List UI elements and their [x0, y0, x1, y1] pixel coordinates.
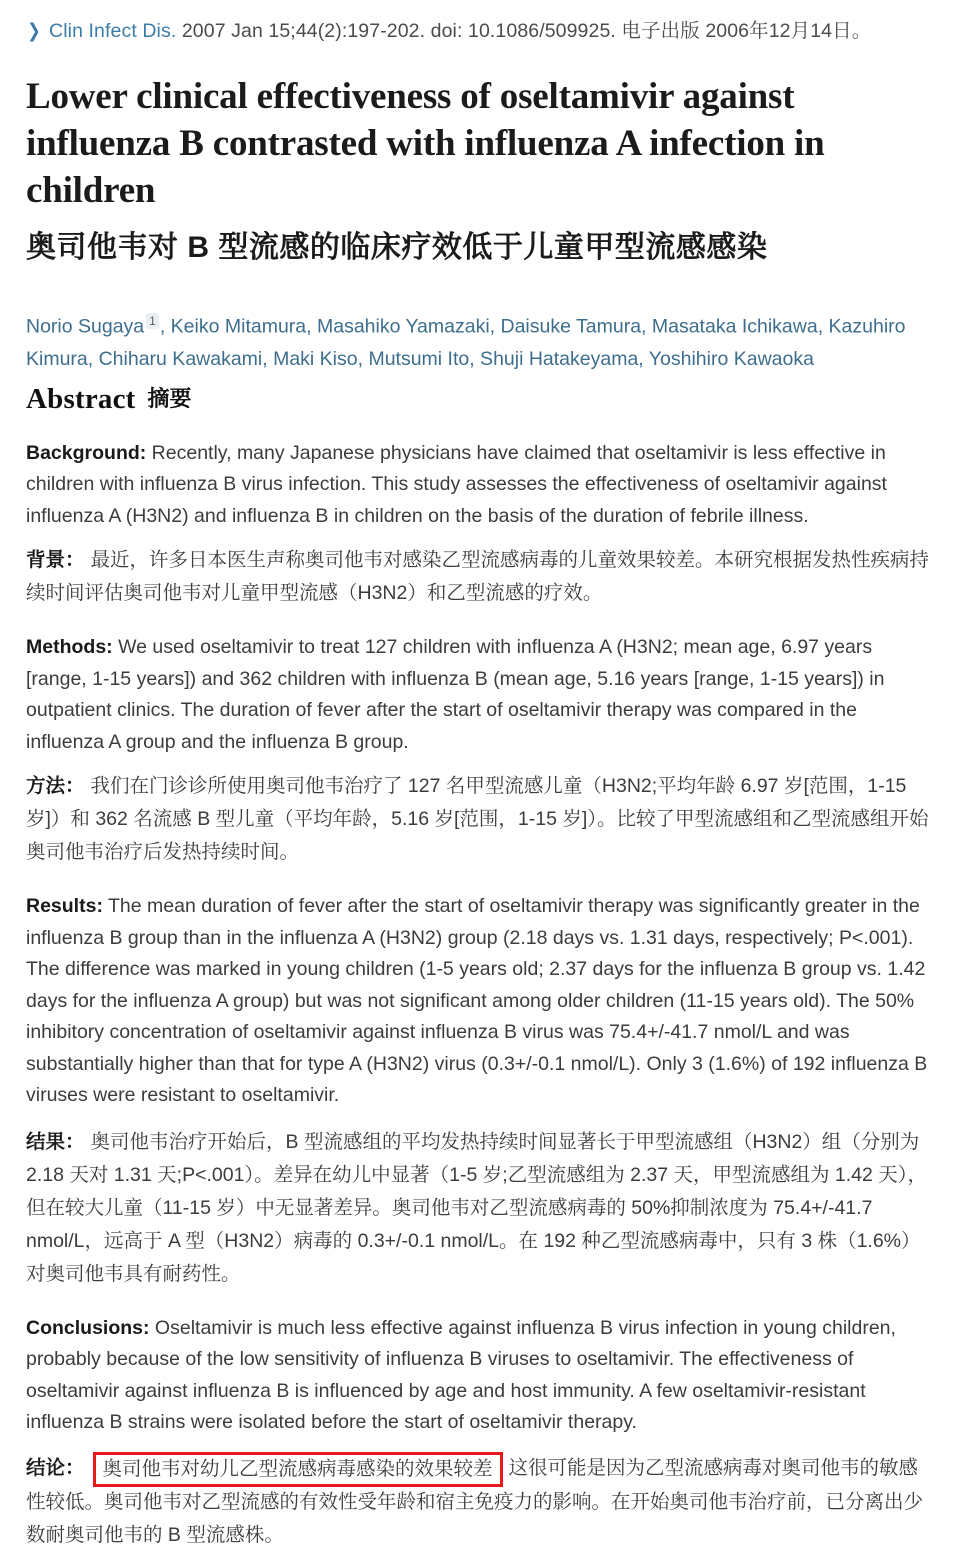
- methods-text-chinese: 我们在门诊诊所使用奥司他韦治疗了 127 名甲型流感儿童（H3N2;平均年龄 6.97 岁[范围，1-15 岁]）和 362 名流感 B 型儿童（平均年龄，5.16 岁[范围，1-15 岁]）。比较了甲型流感组和乙型流感组开始奥司他韦治疗后发热持续时间。: [26, 775, 929, 863]
- background-paragraph-chinese: [26, 544, 934, 610]
- section-background: [26, 438, 934, 611]
- author-list: [26, 305, 934, 375]
- author-first[interactable]: Norio Sugaya: [26, 315, 145, 338]
- background-text-chinese: 最近，许多日本医生声称奥司他韦对感染乙型流感病毒的儿童效果较差。本研究根据发热性疾病持续时间评估奥司他韦对儿童甲型流感（H3N2）和乙型流感的疗效。: [26, 549, 930, 604]
- journal-link[interactable]: Clin Infect Dis.: [49, 20, 177, 42]
- page-title-chinese: 奥司他韦对 B 型流感的临床疗效低于儿童甲型流感感染: [26, 231, 768, 264]
- abstract-heading-chinese: 摘要: [147, 385, 192, 411]
- conclusions-text-chinese: 这很可能是因为乙型流感病毒对奥司他韦的敏感性较低。奥司他韦对乙型流感的有效性受年龄和宿主免疫力的影响。在开始奥司他韦治疗前，已分离出少数耐奥司他韦的 B 型流感株。: [26, 1456, 924, 1546]
- background-text-english: Recently, many Japanese physicians have claimed that oseltamivir is less effective in children with influenza B virus infection. This study assesses the effectiveness of oseltamivir against influenza A (H3N2) and influenza B in children on the basis of the duration of febrile illness.: [26, 441, 887, 527]
- background-paragraph-english: [26, 438, 934, 533]
- conclusions-text-english: Oseltamivir is much less effective against influenza B virus infection in young children, probably because of the low sensitivity of influenza B viruses to oseltamivir. The effectiveness of oseltamivir against influenza B is influenced by age and host immunity. A few oseltamivir-resistant influenza B strains were isolated before the start of oseltamivir therapy.: [26, 1316, 896, 1433]
- methods-paragraph-english: [26, 632, 934, 758]
- affiliation-marker[interactable]: 1: [146, 313, 159, 329]
- results-paragraph-english: [26, 891, 934, 1112]
- conclusions-paragraph-chinese: [26, 1451, 934, 1552]
- page-title-english: Lower clinical effectiveness of oseltamivir against influenza B contrasted with influenza A infection in children: [26, 76, 825, 211]
- conclusions-label-chinese: 结论：: [26, 1456, 85, 1479]
- results-text-english: The mean duration of fever after the start of oseltamivir therapy was significantly greater in the influenza B group than in the influenza A (H3N2) group (2.18 days vs. 1.31 days, respectively; P<.001). The difference was marked in young children (1-5 years old; 2.37 days for the influenza B group vs. 1.42 days for the influenza A group) but was not significant among older children (11-15 years old). The 50% inhibitory concentration of oseltamivir against influenza B virus was 75.4+/-41.7 nmol/L and was substantially higher than that for type A (H3N2) virus (0.3+/-0.1 nmol/L). Only 3 (1.6%) of 192 influenza B viruses were resistant to oseltamivir.: [26, 895, 928, 1106]
- methods-label-chinese: 方法：: [26, 775, 85, 797]
- citation-details: 2007 Jan 15;44(2):197-202. doi: 10.1086/509925. 电子出版 2006年12月14日。: [176, 20, 872, 42]
- abstract-heading-english: Abstract: [26, 382, 136, 415]
- results-text-chinese: 奥司他韦治疗开始后，B 型流感组的平均发热持续时间显著长于甲型流感组（H3N2）组（分别为 2.18 天对 1.31 天;P<.001）。差异在幼儿中显著（1-5 岁;乙型流感组为 2.37 天，甲型流感组为 1.42 天），但在较大儿童（11-15 岁）中无显著差异。奥司他韦对乙型流感病毒的 50%抑制浓度为 75.4+/-41.7 nmol/L，远高于 A 型（H3N2）病毒的 0.3+/-0.1 nmol/L。在 192 种乙型流感病毒中，只有 3 株（1.6%）对奥司他韦具有耐药性。: [26, 1130, 928, 1285]
- citation-line: [26, 8, 934, 51]
- results-label-english: Results:: [26, 895, 103, 917]
- section-results: [26, 891, 934, 1291]
- conclusions-label-english: Conclusions:: [26, 1316, 150, 1339]
- results-paragraph-chinese: [26, 1126, 934, 1291]
- section-conclusions: [26, 1313, 934, 1552]
- methods-text-english: We used oseltamivir to treat 127 children with influenza A (H3N2; mean age, 6.97 years [range, 1-15 years]) and 362 children with influenza B (mean age, 5.16 years [range, 1-15 years]) in outpatient clinics. The duration of fever after the start of oseltamivir therapy was compared in the influenza A group and the influenza B group.: [26, 636, 885, 753]
- highlighted-conclusion-box: 奥司他韦对幼儿乙型流感病毒感染的效果较差: [93, 1452, 503, 1487]
- results-label-chinese: 结果：: [26, 1130, 85, 1153]
- conclusions-paragraph-english: [26, 1313, 934, 1439]
- background-label-english: Background:: [26, 441, 147, 464]
- methods-label-english: Methods:: [26, 636, 113, 658]
- background-label-chinese: 背景：: [26, 549, 85, 571]
- author-rest[interactable]: , Keiko Mitamura, Masahiko Yamazaki, Daisuke Tamura, Masataka Ichikawa, Kazuhiro Kimura, Chiharu Kawakami, Maki Kiso, Mutsumi Ito, Shuji Hatakeyama, Yoshihiro Kawaoka: [26, 315, 906, 370]
- chevron-right-icon[interactable]: ❯: [27, 21, 41, 42]
- abstract-heading: [26, 383, 934, 416]
- section-methods: [26, 632, 934, 869]
- methods-paragraph-chinese: [26, 770, 934, 869]
